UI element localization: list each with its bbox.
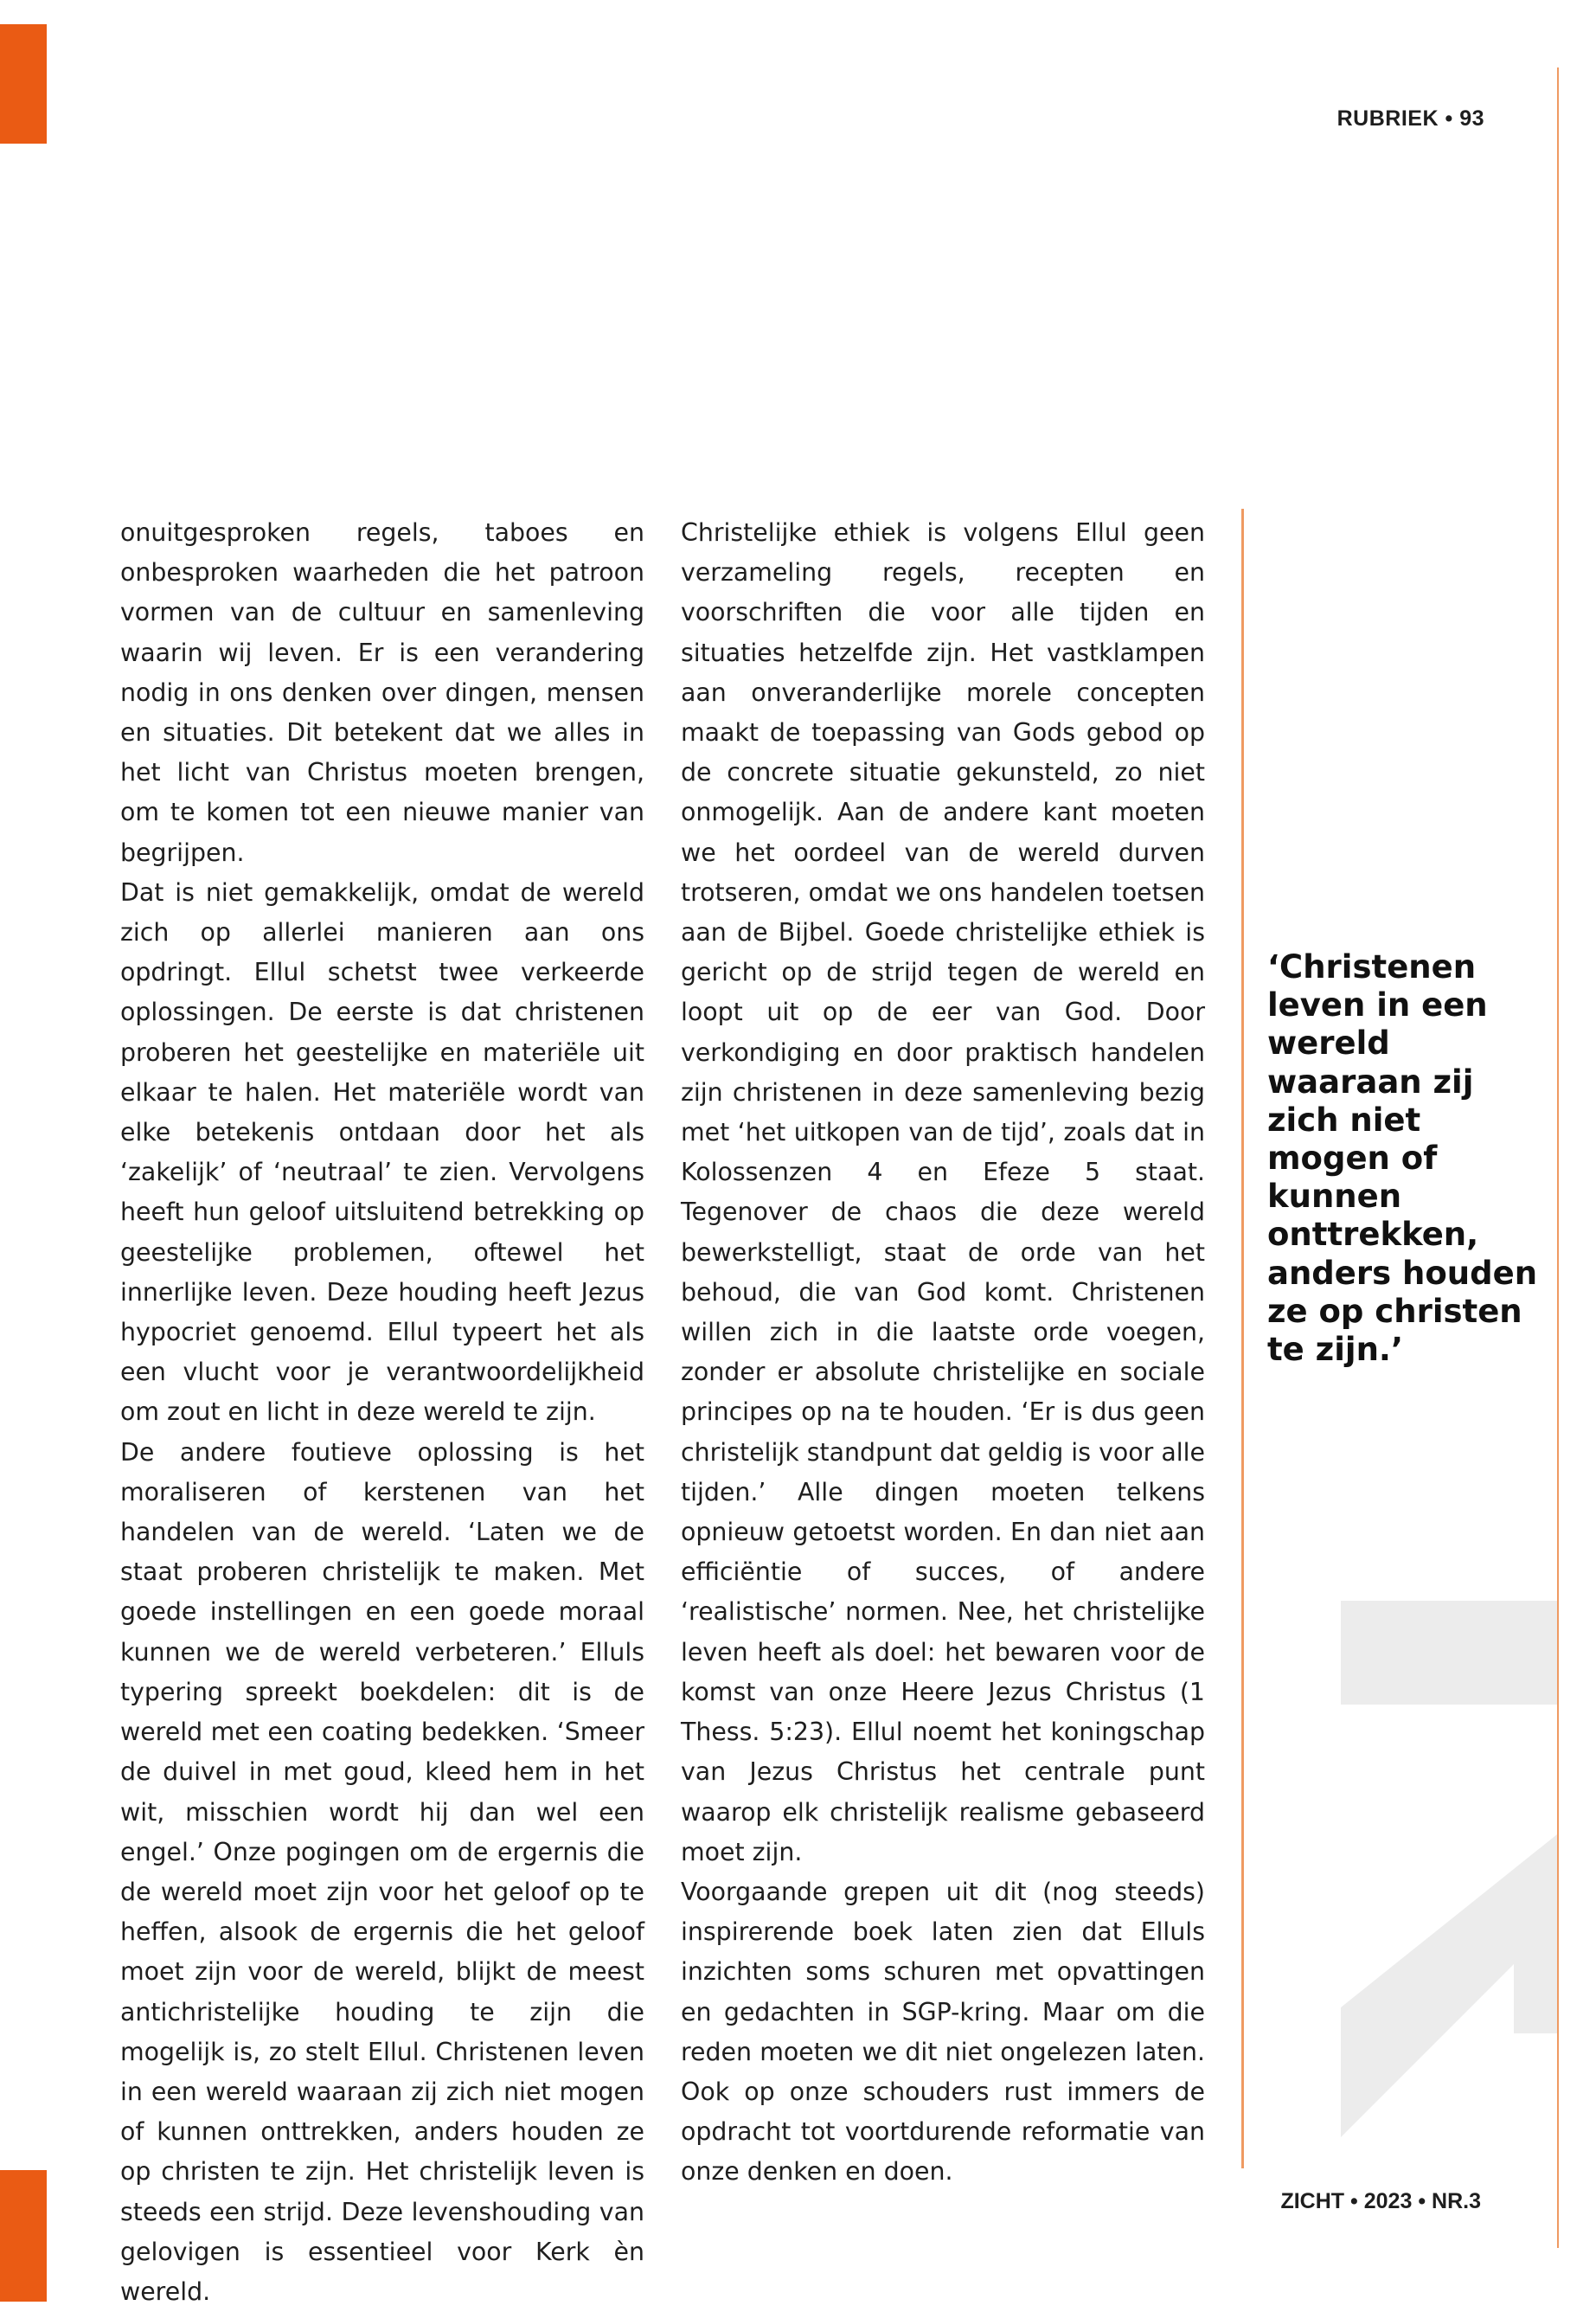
watermark-bar xyxy=(1341,1601,1557,1705)
running-header xyxy=(1337,106,1484,132)
page-number: 93 xyxy=(1459,106,1484,131)
accent-bar-top xyxy=(0,24,47,144)
accent-bar-bottom xyxy=(0,2170,47,2302)
article-column-left xyxy=(120,513,644,2312)
pullquote-rule xyxy=(1241,509,1244,2168)
magazine-name: ZICHT xyxy=(1280,2189,1345,2213)
article-column-middle xyxy=(681,513,1205,2193)
paragraph: Christelijke ethiek is volgens Ellul geen verzameling regels, recepten en voorschriften die voor alle tijden en situaties hetzelfde zijn. Het vastklampen aan onveranderlijke morele concepten maakt de toepassing van Gods gebod op de concrete situatie gekunsteld, zo niet onmogelijk. Aan de andere kant moeten we het oordeel van de wereld durven trotseren, omdat we ons handelen toetsen aan de Bijbel. Goede christelijke ethiek is gericht op de strijd tegen de wereld en loopt uit op de eer van God. Door verkondiging en door praktisch handelen zijn christenen in deze samenleving bezig met ‘het uitkopen van de tijd’, zoals dat in Kolossenzen 4 en Efeze 5 staat. Tegenover de chaos die deze wereld bewerkstelligt, staat de orde van het behoud, die van God komt. Christenen willen zich in die laatste orde voegen, zonder er absolute christelijke en sociale principes op na te houden. ‘Er is dus geen christelijk standpunt dat geldig is voor alle tijden.’ Alle dingen moeten telkens opnieuw getoetst worden. En dan niet aan efficiëntie of succes, of andere ‘realistische’ normen. Nee, het christelijke leven heeft als doel: het bewaren voor de komst van onze Heere Jezus Christus (1 Thess. 5:23). Ellul noemt het koningschap van Jezus Christus het centrale punt waarop elk christelijk realisme gebaseerd moet zijn. xyxy=(681,518,1205,1866)
issue-number: NR.3 xyxy=(1432,2189,1481,2213)
watermark-diagonal xyxy=(1341,1834,1557,2137)
watermark-numeral xyxy=(1341,1601,1566,2137)
footer-separator: • xyxy=(1350,2189,1358,2213)
paragraph: onuitgesproken regels, taboes en onbesproken waarheden die het patroon vormen van de cultuur en samenleving waarin wij leven. Er is een verandering nodig in ons denken over dingen, mensen en situaties. Dit betekent dat we alles in het licht van Christus moeten brengen, om te komen tot een nieuwe manier van begrijpen. xyxy=(120,518,644,867)
section-label: RUBRIEK xyxy=(1336,106,1439,131)
issue-year: 2023 xyxy=(1363,2189,1413,2213)
paragraph: De andere foutieve oplossing is het moraliseren of kerstenen van het handelen van de wereld. ‘Laten we de staat proberen christelijk te maken. Met goede instellingen en een goede moraal kunnen we de wereld verbeteren.’ Elluls typering spreekt boekdelen: dit is de wereld met een coating bedekken. ‘Smeer de duivel in met goud, kleed hem in het wit, misschien wordt hij dan wel een engel.’ Onze pogingen om de ergernis die de wereld moet zijn voor het geloof op te heffen, alsook de ergernis die het geloof moet zijn voor de wereld, blijkt de meest antichristelijke houding te zijn die mogelijk is, zo stelt Ellul. Christenen leven in een wereld waaraan zij zich niet mogen of kunnen onttrekken, anders houden ze op christen te zijn. Het christelijk leven is steeds een strijd. Deze levenshouding van gelovigen is essentieel voor Kerk èn wereld. xyxy=(120,1437,644,2306)
paragraph: Voorgaande grepen uit dit (nog steeds) inspirerende boek laten zien dat Elluls inzichten soms schuren met opvattingen en gedachten in SGP-kring. Maar om die reden moeten we dit niet ongelezen laten. Ook op onze schouders rust immers de opdracht tot voortdurende reformatie van onze denken en doen. xyxy=(681,1877,1205,2187)
pull-quote: ‘Christenen leven in een wereld waaraan zij zich niet mogen of kunnen onttrekken, anders houden ze op christen te zijn.’ xyxy=(1267,948,1538,1369)
header-separator: • xyxy=(1445,106,1453,131)
paragraph: Dat is niet gemakkelijk, omdat de wereld zich op allerlei manieren aan ons opdringt. Ellul schetst twee verkeerde oplossingen. De eerste is dat christenen proberen het geestelijke en materiële uit elkaar te halen. Het materiële wordt van elke betekenis ontdaan door het als ‘zakelijk’ of ‘neutraal’ te zien. Vervolgens heeft hun geloof uitsluitend betrekking op geestelijke problemen, oftewel het innerlijke leven. Deze houding heeft Jezus hypocriet genoemd. Ellul typeert het als een vlucht voor je verantwoordelijkheid om zout en licht in deze wereld te zijn. xyxy=(120,877,644,1427)
footer-separator: • xyxy=(1418,2189,1426,2213)
running-footer xyxy=(1280,2189,1481,2214)
